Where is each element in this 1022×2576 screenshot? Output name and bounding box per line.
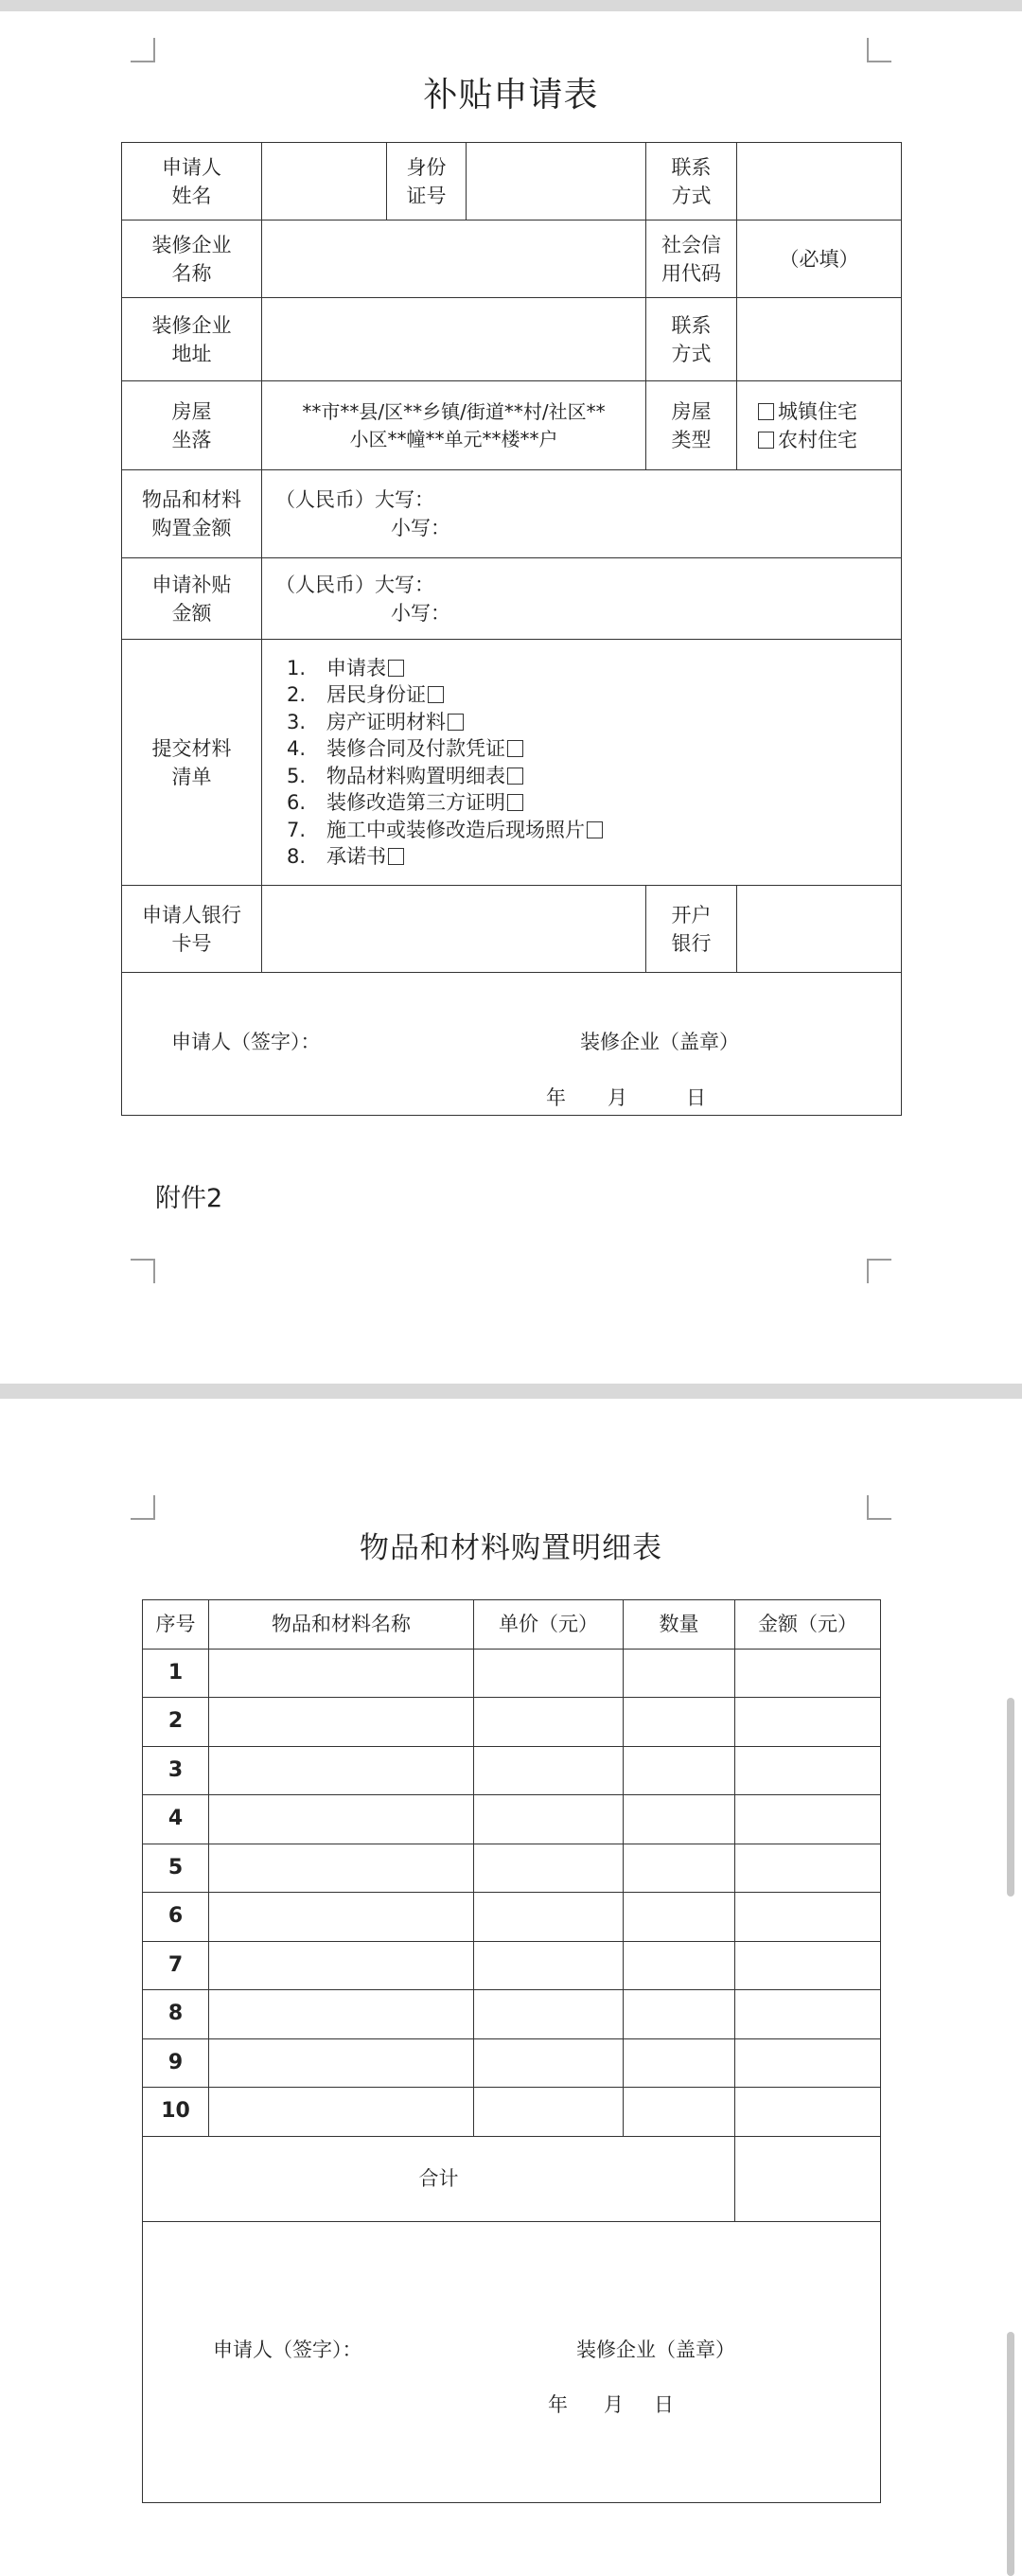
table-cell[interactable] xyxy=(209,1795,474,1844)
house-type-label: 房屋 类型 xyxy=(646,381,737,470)
house-type-urban[interactable]: 城镇住宅 xyxy=(758,397,897,426)
table-cell[interactable] xyxy=(474,2088,624,2137)
column-header: 金额（元） xyxy=(735,1600,881,1650)
applicant-signature-label: 申请人（签字）： xyxy=(213,2338,362,2361)
table-cell[interactable] xyxy=(209,2088,474,2137)
material-item xyxy=(287,843,901,871)
table-cell[interactable] xyxy=(209,1990,474,2039)
purchase-detail-table xyxy=(142,1599,881,2503)
contact-field[interactable] xyxy=(737,143,902,221)
company-seal-label: 装修企业（盖章） xyxy=(580,1031,739,1053)
bank-field[interactable] xyxy=(737,886,902,973)
column-header: 单价（元） xyxy=(474,1600,624,1650)
table-cell[interactable] xyxy=(624,2038,735,2088)
column-header: 序号 xyxy=(143,1600,209,1650)
table-cell[interactable] xyxy=(209,1746,474,1795)
checkbox-icon[interactable] xyxy=(507,768,523,785)
material-text: 居民身份证 xyxy=(326,683,426,706)
table-cell[interactable] xyxy=(735,1990,881,2039)
table-cell[interactable] xyxy=(624,1698,735,1747)
month-label: 月 xyxy=(608,1086,627,1109)
total-amount-field[interactable] xyxy=(735,2136,881,2221)
page-corner-mark xyxy=(867,1259,891,1283)
checkbox-icon[interactable] xyxy=(428,686,444,703)
applicant-name-field[interactable] xyxy=(262,143,387,221)
table-cell[interactable] xyxy=(735,1941,881,1990)
materials-list-cell xyxy=(262,640,902,886)
table-cell[interactable] xyxy=(474,1990,624,2039)
detail-signature-cell xyxy=(143,2221,881,2502)
material-text: 承诺书 xyxy=(326,845,386,868)
material-number: 2. xyxy=(287,683,307,706)
applicant-signature-label: 申请人（签字）： xyxy=(171,1031,321,1053)
table-cell[interactable] xyxy=(624,1990,735,2039)
row-index: 7 xyxy=(143,1941,209,1990)
table-cell[interactable] xyxy=(474,1795,624,1844)
purchase-amount-field[interactable] xyxy=(262,470,902,558)
table-header-row xyxy=(143,1600,881,1650)
table-cell[interactable] xyxy=(624,1795,735,1844)
subsidy-application-table xyxy=(121,142,902,1116)
material-text: 施工中或装修改造后现场照片 xyxy=(326,818,585,841)
table-row xyxy=(143,2038,881,2088)
page-corner-mark xyxy=(131,1259,155,1283)
table-row xyxy=(143,1746,881,1795)
table-row xyxy=(143,1649,881,1698)
bank-label: 开户 银行 xyxy=(646,886,737,973)
date-line xyxy=(546,1084,706,1112)
page-1 xyxy=(0,11,1022,1384)
material-item xyxy=(287,709,901,736)
material-number: 3. xyxy=(287,710,307,733)
bank-card-field[interactable] xyxy=(262,886,646,973)
date-line xyxy=(548,2391,674,2419)
credit-code-field[interactable]: （必填） xyxy=(737,221,902,298)
table-cell[interactable] xyxy=(474,1698,624,1747)
table-row xyxy=(143,1844,881,1893)
table-cell[interactable] xyxy=(474,1941,624,1990)
material-text: 装修合同及付款凭证 xyxy=(326,737,505,760)
table-row xyxy=(143,1941,881,1990)
total-label: 合计 xyxy=(143,2136,735,2221)
table-cell[interactable] xyxy=(209,1698,474,1747)
checkbox-icon[interactable] xyxy=(507,740,523,757)
row-index: 9 xyxy=(143,2038,209,2088)
table-cell[interactable] xyxy=(735,2088,881,2137)
annex-label: 附件2 xyxy=(155,1184,223,1213)
detail-title: 物品和材料购置明细表 xyxy=(360,1531,662,1565)
page-2 xyxy=(0,1399,1022,2576)
table-cell[interactable] xyxy=(735,1844,881,1893)
table-cell[interactable] xyxy=(624,1746,735,1795)
material-item xyxy=(287,655,901,682)
house-address-template[interactable]: **市**县/区**乡镇/街道**村/社区** 小区**幢**单元**楼**户 xyxy=(262,381,646,470)
table-cell[interactable] xyxy=(735,1795,881,1844)
house-location-label: 房屋 坐落 xyxy=(122,381,262,470)
table-cell[interactable] xyxy=(735,1746,881,1795)
scrollbar-thumb[interactable] xyxy=(1007,2332,1014,2576)
purchase-amount-label: 物品和材料 购置金额 xyxy=(122,470,262,558)
id-number-field[interactable] xyxy=(467,143,646,221)
table-cell[interactable] xyxy=(735,1698,881,1747)
signature-cell xyxy=(122,973,902,1116)
house-type-rural[interactable]: 农村住宅 xyxy=(758,426,897,454)
table-cell[interactable] xyxy=(209,1649,474,1698)
material-number: 4. xyxy=(287,737,307,760)
checkbox-icon[interactable] xyxy=(587,821,603,838)
rmb-upper-label: （人民币）大写： xyxy=(275,488,434,511)
form-title: 补贴申请表 xyxy=(423,76,599,115)
id-number-label: 身份 证号 xyxy=(387,143,467,221)
table-cell[interactable] xyxy=(209,1941,474,1990)
page-corner-mark xyxy=(131,1495,155,1520)
material-item xyxy=(287,681,901,709)
material-text: 装修改造第三方证明 xyxy=(326,791,505,814)
rmb-lower-label: 小写： xyxy=(391,517,450,539)
table-cell[interactable] xyxy=(474,1844,624,1893)
table-cell[interactable] xyxy=(209,2038,474,2088)
year-label: 年 xyxy=(548,2392,568,2416)
subsidy-amount-field[interactable] xyxy=(262,558,902,640)
table-cell[interactable] xyxy=(624,2088,735,2137)
bank-card-label: 申请人银行 卡号 xyxy=(122,886,262,973)
checkbox-icon[interactable] xyxy=(507,794,523,811)
row-index: 1 xyxy=(143,1649,209,1698)
table-cell[interactable] xyxy=(474,1649,624,1698)
rmb-upper-label: （人民币）大写： xyxy=(275,573,434,596)
page-corner-mark xyxy=(867,38,891,62)
company-contact-label: 联系 方式 xyxy=(646,298,737,381)
checkbox-icon[interactable] xyxy=(388,660,404,677)
material-number: 6. xyxy=(287,791,307,814)
company-name-label: 装修企业 名称 xyxy=(122,221,262,298)
table-cell[interactable] xyxy=(735,1649,881,1698)
company-seal-label: 装修企业（盖章） xyxy=(576,2338,735,2361)
table-cell[interactable] xyxy=(624,1941,735,1990)
material-number: 5. xyxy=(287,764,307,787)
subsidy-amount-label: 申请补贴 金额 xyxy=(122,558,262,640)
company-address-label: 装修企业 地址 xyxy=(122,298,262,381)
table-cell[interactable] xyxy=(624,1649,735,1698)
material-number: 8. xyxy=(287,845,307,868)
table-cell[interactable] xyxy=(474,1746,624,1795)
table-row xyxy=(143,1990,881,2039)
row-index: 3 xyxy=(143,1746,209,1795)
material-item xyxy=(287,789,901,817)
materials-list xyxy=(262,647,901,878)
month-label: 月 xyxy=(604,2392,624,2416)
scrollbar-thumb[interactable] xyxy=(1007,1698,1014,1897)
credit-code-label: 社会信 用代码 xyxy=(646,221,737,298)
table-row xyxy=(143,1795,881,1844)
row-index: 5 xyxy=(143,1844,209,1893)
material-text: 房产证明材料 xyxy=(326,710,446,733)
company-address-field[interactable] xyxy=(262,298,646,381)
material-text: 物品材料购置明细表 xyxy=(326,764,505,787)
material-number: 7. xyxy=(287,818,307,841)
company-contact-field[interactable] xyxy=(737,298,902,381)
row-index: 10 xyxy=(143,2088,209,2137)
row-index: 8 xyxy=(143,1990,209,2039)
column-header: 数量 xyxy=(624,1600,735,1650)
page-corner-mark xyxy=(131,38,155,62)
checkbox-icon[interactable] xyxy=(388,848,404,865)
checkbox-icon xyxy=(758,432,774,449)
day-label: 日 xyxy=(654,2392,674,2416)
checkbox-icon[interactable] xyxy=(448,714,464,731)
material-item xyxy=(287,817,901,844)
table-row xyxy=(143,1698,881,1747)
table-cell[interactable] xyxy=(735,2038,881,2088)
materials-label: 提交材料 清单 xyxy=(122,640,262,886)
material-item xyxy=(287,735,901,763)
table-cell[interactable] xyxy=(474,2038,624,2088)
table-row xyxy=(143,1893,881,1942)
year-label: 年 xyxy=(546,1086,566,1109)
page-corner-mark xyxy=(867,1495,891,1520)
row-index: 6 xyxy=(143,1893,209,1942)
applicant-name-label: 申请人 姓名 xyxy=(122,143,262,221)
table-cell[interactable] xyxy=(209,1893,474,1942)
material-text: 申请表 xyxy=(326,656,386,679)
table-cell[interactable] xyxy=(624,1893,735,1942)
column-header: 物品和材料名称 xyxy=(209,1600,474,1650)
row-index: 2 xyxy=(143,1698,209,1747)
row-index: 4 xyxy=(143,1795,209,1844)
table-row xyxy=(143,2088,881,2137)
company-name-field[interactable] xyxy=(262,221,646,298)
table-cell[interactable] xyxy=(474,1893,624,1942)
material-item xyxy=(287,763,901,790)
table-cell[interactable] xyxy=(624,1844,735,1893)
table-cell[interactable] xyxy=(735,1893,881,1942)
checkbox-icon xyxy=(758,403,774,420)
material-number: 1. xyxy=(287,656,307,679)
table-cell[interactable] xyxy=(209,1844,474,1893)
contact-label: 联系 方式 xyxy=(646,143,737,221)
rmb-lower-label: 小写： xyxy=(391,601,450,625)
day-label: 日 xyxy=(686,1086,706,1109)
house-type-options xyxy=(737,381,902,470)
